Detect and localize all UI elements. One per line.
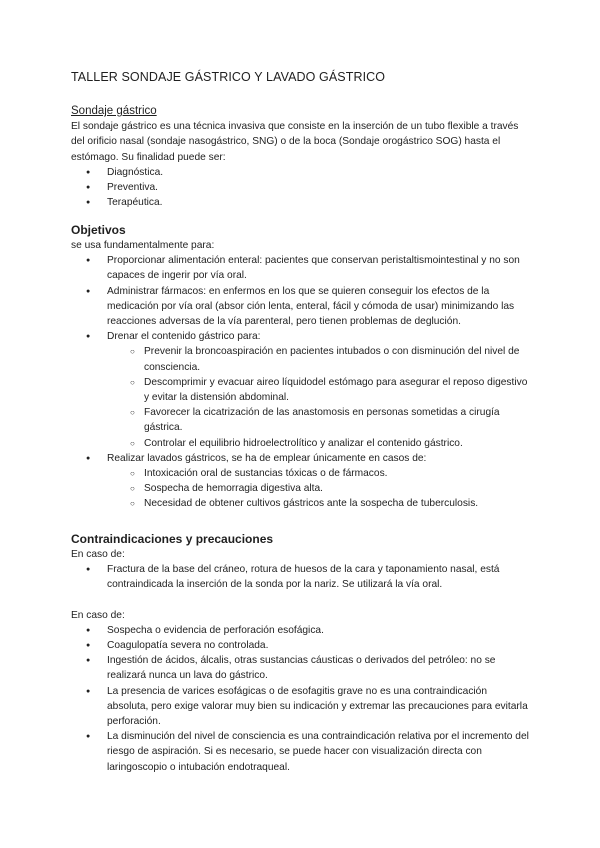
sub-list-item: ○ Favorecer la cicatrización de las anastomosis en personas sometidas a cirugía gástrica. [107, 405, 531, 435]
document-title: TALLER SONDAJE GÁSTRICO Y LAVADO GÁSTRICO [71, 70, 386, 84]
list-item: ● Administrar fármacos: en enfermos en los que se quieren conseguir los efectos de la medicación por vía oral (absor ción lenta, enteral, fácil y cómoda de usar) minimizando las reacciones adversas de la vía parenteral, pero tienen problemas de deglución. [71, 284, 531, 330]
list-item [71, 451, 531, 512]
sondaje-heading: Sondaje gástrico [71, 105, 157, 117]
contra-heading: Contraindicaciones y precauciones [71, 532, 274, 546]
list-item: ● Terapéutica. [71, 195, 531, 210]
sondaje-list [71, 165, 531, 211]
objetivos-list [71, 253, 531, 511]
objetivos-heading: Objetivos [71, 223, 126, 237]
list-item [71, 329, 531, 451]
objetivos-intro: se usa fundamentalmente para: [71, 240, 215, 251]
sondaje-intro: El sondaje gástrico es una técnica invasiva que consiste en la inserción de un tubo flexible a través del orificio nasal (sondaje nasogástrico, SNG) o de la boca (Sondaje orogástrico SOG) hasta el estómago. Su finalidad puede ser: [71, 121, 519, 163]
list-item: ● La presencia de varices esofágicas o de esofagitis grave no es una contraindicación absoluta, pero exige valorar muy bien su indicación y extremar las precauciones para evitarla perforación. [71, 684, 531, 730]
list-item-text: Drenar el contenido gástrico para: [107, 331, 261, 343]
list-item: ● Proporcionar alimentación enteral: pacientes que conservan peristaltismointestinal y no son capaces de ingerir por vía oral. [71, 253, 531, 283]
list-item: ● Sospecha o evidencia de perforación esofágica. [71, 623, 531, 638]
sub-list-item: ○ Intoxicación oral de sustancias tóxicas o de fármacos. [107, 466, 531, 481]
list-item: ● Fractura de la base del cráneo, rotura de huesos de la cara y taponamiento nasal, está contraindicada la inserción de la sonda por la nariz. Se utilizará la vía oral. [71, 562, 531, 592]
list-item: ● Diagnóstica. [71, 165, 531, 180]
drenar-sublist [107, 344, 531, 450]
sub-list-item: ○ Controlar el equilibrio hidroelectrolítico y analizar el contenido gástrico. [107, 436, 531, 451]
list-item: ● Preventiva. [71, 180, 531, 195]
spacer [71, 593, 531, 608]
section-contraindicaciones [71, 531, 531, 775]
contra-list-1 [71, 562, 531, 592]
section-objetivos [71, 222, 531, 512]
sub-list-item: ○ Prevenir la broncoaspiración en pacientes intubados o con disminución del nivel de consciencia. [107, 344, 531, 374]
list-item: ● Coagulopatía severa no controlada. [71, 638, 531, 653]
sub-list-item: ○ Sospecha de hemorragia digestiva alta. [107, 481, 531, 496]
lavados-sublist [107, 466, 531, 512]
list-item: ● La disminución del nivel de consciencia es una contraindicación relativa por el incremento del riesgo de aspiración. Si es necesario, se puede hacer con visualización directa con laringoscopio o intubación endotraqueal. [71, 729, 531, 775]
sub-list-item: ○ Necesidad de obtener cultivos gástricos ante la sospecha de tuberculosis. [107, 496, 531, 511]
section-sondaje [71, 104, 531, 210]
list-item-text: Realizar lavados gástricos, se ha de emplear únicamente en casos de: [107, 452, 427, 464]
sub-list-item: ○ Descomprimir y evacuar aireo líquidodel estómago para asegurar el reposo digestivo y evitar la distensión abdominal. [107, 375, 531, 405]
contra-list-2 [71, 623, 531, 775]
list-item: ● Ingestión de ácidos, álcalis, otras sustancias cáusticas o derivados del petróleo: no se realizará nunca un lava do gástrico. [71, 653, 531, 683]
contra-intro-1: En caso de: [71, 549, 125, 560]
contra-intro-2: En caso de: [71, 609, 125, 621]
